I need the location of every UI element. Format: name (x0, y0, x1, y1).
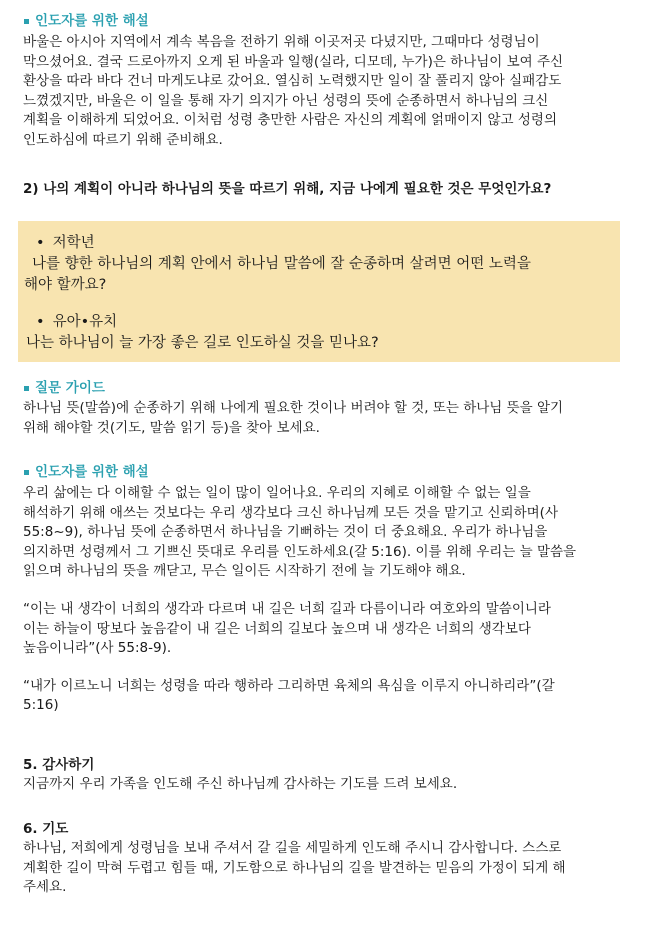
group-question-line: 나를 향한 하나님의 계획 안에서 하나님 말씀에 잘 순종하며 살려면 어떤 노력을 (32, 256, 531, 272)
question-text: 2) 나의 계획이 아니라 하나님의 뜻을 따르기 위해, 지금 나에게 필요한 것은 무엇인가요? (23, 181, 552, 197)
section-heading-label: 인도자를 위한 해설 (35, 464, 149, 480)
section-heading-label: 질문 가이드 (35, 380, 105, 396)
section-heading-label: 인도자를 위한 해설 (35, 13, 149, 29)
square-bullet-icon (24, 19, 29, 24)
group-title: • 저학년 (24, 232, 612, 254)
square-bullet-icon (24, 386, 29, 391)
group-preschool (24, 311, 612, 354)
commentary-paragraph: 바울은 아시아 지역에서 계속 복음을 전하기 위해 이곳저곳 다녔지만, 그때마다 성령님이 막으셨어요. 결국 드로아까지 오게 된 바울과 일행(실라, 디모데, 누가)은 하나님이 보여 주신 환상을 따라 바다 건너 마게도냐로 갔어요. 열심히 노력했지만 일이 잘 풀리지 않아 실패감도 느꼈겠지만, 바울은 이 일을 통해 자기 의지가 아닌 성령의 뜻에 순종하면서 하나님의 크신 계획을 이해하게 되었어요. 이처럼 성령 충만한 사람은 자신의 계획에 얽매이지 않고 성령의 인도하심에 따르기 위해 준비해요. (23, 34, 564, 148)
section-heading (23, 11, 623, 31)
thanks-section (23, 755, 623, 795)
commentary-paragraph: 우리 삶에는 다 이해할 수 없는 일이 많이 일어나요. 우리의 지혜로 이해할 수 없는 일을 해석하기 위해 애쓰는 것보다는 우리 생각보다 크신 하나님께 모든 것을 맡기고 신뢰하며(사 55:8~9), 하나님 뜻에 순종하면서 하나님을 기뻐하는 것이 더 중요해요. 우리가 하나님을 의지하면 성령께서 그 기쁘신 뜻대로 우리를 인도하세요(갈 5:16). 이를 위해 우리는 늘 말씀을 읽으며 하나님의 뜻을 깨닫고, 무슨 일이든 시작하기 전에 늘 기도해야 해요. (23, 485, 577, 580)
group-title: • 유아•유치 (24, 311, 612, 333)
group-question-line: 나는 하나님이 늘 가장 좋은 길로 인도하실 것을 믿나요? (26, 335, 379, 351)
prayer-paragraph: 하나님, 저희에게 성령님을 보내 주셔서 갈 길을 세밀하게 인도해 주시니 감사합니다. 스스로 계획한 길이 막혀 두렵고 힘들 때, 기도함으로 하나님의 길을 발견하는 믿음의 가정이 되게 해 주세요. (23, 840, 566, 896)
commentary-section-1 (23, 11, 623, 151)
group-question-line: 해야 할까요? (24, 277, 107, 293)
scripture-quote: “내가 이르노니 너희는 성령을 따라 행하라 그리하면 육체의 욕심을 이루지 아니하리라”(갈 5:16) (23, 677, 555, 714)
prayer-heading: 6. 기도 (23, 821, 69, 837)
section-heading (23, 462, 623, 482)
question-2 (23, 179, 623, 199)
bullet-dot-icon: • (36, 314, 45, 330)
scripture-quote: “이는 내 생각이 너희의 생각과 다르며 내 길은 너희 길과 다름이니라 여호와의 말씀이니라 이는 하늘이 땅보다 높음같이 내 길은 너희의 길보다 높으며 내 생각은 너희의 생각보다 높음이니라”(사 55:8-9). (23, 600, 551, 657)
square-bullet-icon (24, 470, 29, 475)
thanks-heading: 5. 감사하기 (23, 757, 95, 773)
bullet-dot-icon: • (36, 235, 45, 251)
question-guide-section (23, 378, 623, 438)
age-group-questions-box (18, 221, 620, 362)
section-heading (23, 378, 623, 398)
commentary-section-2 (23, 462, 623, 716)
prayer-section (23, 819, 623, 898)
guide-paragraph: 하나님 뜻(말씀)에 순종하기 위해 나에게 필요한 것이나 버려야 할 것, 또는 하나님 뜻을 알기 위해 해야할 것(기도, 말씀 읽기 등)을 찾아 보세요. (23, 400, 564, 436)
thanks-paragraph: 지금까지 우리 가족을 인도해 주신 하나님께 감사하는 기도를 드려 보세요. (23, 776, 458, 792)
group-lower-grades (24, 232, 612, 296)
